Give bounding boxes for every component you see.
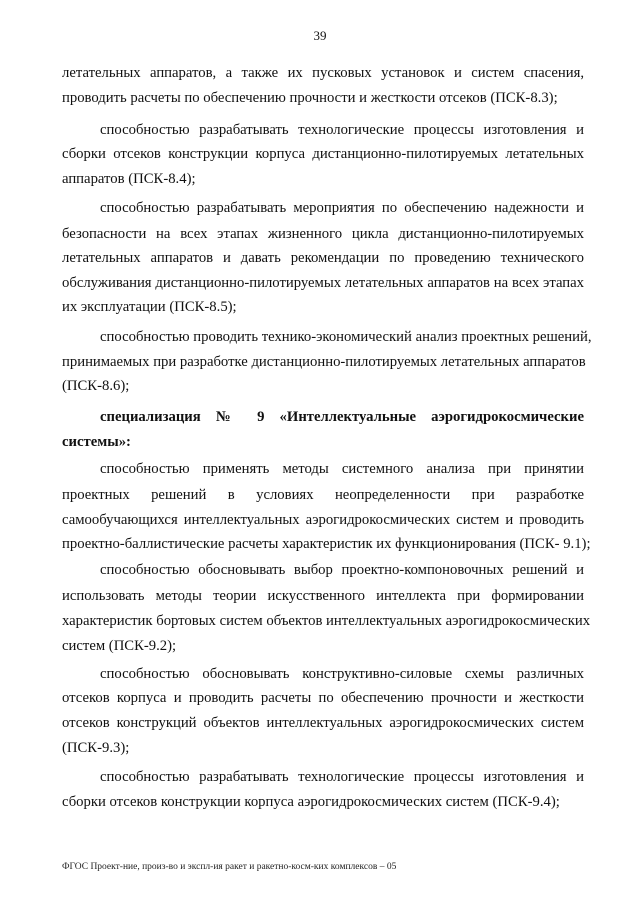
text-line: (ПСК-8.6);	[62, 378, 130, 394]
text-line: систем (ПСК-9.2);	[62, 638, 177, 654]
text-line: способностью применять методы системного анализа при принятии	[100, 461, 584, 477]
text-line: аппаратов (ПСК-8.4);	[62, 171, 196, 187]
text-line: сборки отсеков конструкции корпуса аэрогидрокосмических систем (ПСК-9.4);	[62, 794, 560, 810]
text-line: проектных решений в условиях неопределенности при разработке	[62, 487, 584, 503]
text-line: сборки отсеков конструкции корпуса дистанционно-пилотируемых летательных	[62, 146, 584, 162]
text-line: способностью обосновывать конструктивно-силовые схемы различных	[100, 666, 584, 682]
text-line: (ПСК-9.3);	[62, 740, 130, 756]
text-line: проектно-баллистические расчеты характеристик их функционирования (ПСК- 9.1);	[62, 536, 591, 552]
text-line: способностью разрабатывать мероприятия по обеспечению надежности и	[100, 200, 584, 216]
text-line: летательных аппаратов и давать рекомендации по проведению технического	[62, 250, 584, 266]
text-line: безопасности на всех этапах жизненного цикла дистанционно-пилотируемых	[62, 226, 584, 242]
text-line: обслуживания дистанционно-пилотируемых летательных аппаратов на всех этапах	[62, 275, 584, 291]
text-line: способностью разрабатывать технологические процессы изготовления и	[100, 769, 584, 785]
text-line: использовать методы теории искусственного интеллекта при формировании	[62, 588, 584, 604]
specialization-heading: системы»:	[62, 434, 131, 450]
text-line: характеристик бортовых систем объектов интеллектуальных аэрогидрокосмических	[62, 613, 591, 629]
text-line: способностью обосновывать выбор проектно-компоновочных решений и	[100, 562, 584, 578]
text-line: проводить расчеты по обеспечению прочности и жесткости отсеков (ПСК-8.3);	[62, 90, 558, 106]
text-line: летательных аппаратов, а также их пусковых установок и систем спасения,	[62, 65, 584, 81]
text-line: отсеков корпуса и проводить расчеты по обеспечению прочности и жесткости	[62, 690, 584, 706]
page-number: 39	[313, 28, 327, 43]
document-footer: ФГОС Проект-ние, произ-во и экспл-ия ракет и ракетно-косм-ких комплексов – 05	[62, 862, 397, 872]
text-line: способностью проводить технико-экономический анализ проектных решений,	[100, 329, 592, 345]
text-line: способностью разрабатывать технологические процессы изготовления и	[100, 122, 584, 138]
text-line: принимаемых при разработке дистанционно-пилотируемых летательных аппаратов	[62, 354, 586, 370]
specialization-heading: специализация № 9 «Интеллектуальные аэрогидрокосмические	[100, 409, 584, 425]
text-line: самообучающихся интеллектуальных аэрогидрокосмических систем и проводить	[62, 512, 584, 528]
text-line: их эксплуатации (ПСК-8.5);	[62, 299, 237, 315]
text-line: отсеков конструкций объектов интеллектуальных аэрогидрокосмических систем	[62, 715, 584, 731]
